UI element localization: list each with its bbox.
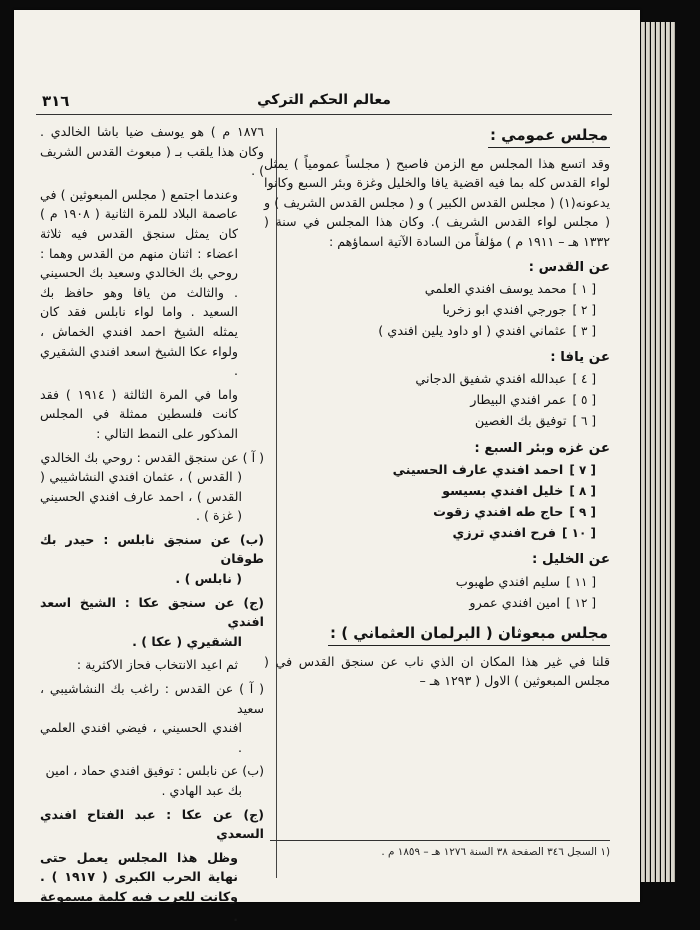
representative-entry (40, 530, 264, 589)
member-number: [ ٧ ] (569, 463, 596, 478)
representative-continuation: ( القدس ) ، عثمان افندي النشاشيبي ( القدس ) ، احمد عارف افندي الحسيني ( غزة ) . (40, 469, 242, 524)
member-name: جورجي افندي ابو زخريا (442, 302, 567, 318)
representative-entry (40, 761, 264, 800)
general-council-title: مجلس عمومي : (488, 126, 610, 148)
group-gaza (264, 439, 610, 545)
member-number: [ ٤ ] (572, 372, 596, 387)
page-header (36, 88, 612, 115)
representative-line: ( آ ) عن القدس : راغب بك النشاشيبي ، سعيد (40, 681, 264, 716)
member-number: [ ١ ] (572, 281, 596, 296)
page-edge-7 (671, 22, 675, 882)
member-number: [ ٢ ] (572, 302, 596, 317)
book-page (14, 10, 640, 924)
group-hebron (264, 550, 610, 614)
member-row (264, 593, 610, 614)
page-edge-2 (646, 22, 650, 882)
paragraph: ثم اعيد الانتخاب فحاز الاكثرية : (76, 657, 238, 673)
footnote-rule (270, 840, 610, 841)
member-row (264, 300, 610, 321)
representative-continuation: الشقيري ( عكا ) . (132, 633, 242, 649)
general-council-intro: وقد اتسع هذا المجلس مع الزمن فاصبح ( مجلساً عمومياً ) يمثل لواء القدس كله بما فيه اقضية يافا والخليل وغزة وبئر السبع وكانوا يدعونه(١) ( مجلس القدس الكبير ) و ( مجلس القدس الشريف ) و ( مجلس لواء القدس الشريف ). وكان هذا المجلس في سنة ( ١٣٣٢ هـ – ١٩١١ م ) مؤلفاً من السادة الآتية اسماؤهم : (264, 155, 610, 249)
member-number: [ ١٢ ] (566, 595, 596, 610)
member-name: حاج طه افندي زقوت (433, 505, 564, 521)
representative-line: (ب) عن نابلس : توفيق افندي حماد ، امين (45, 763, 264, 779)
member-name: محمد يوسف افندي العلمي (424, 281, 567, 297)
representative-entry (40, 448, 264, 526)
representative-continuation: افندي الحسيني ، فيضي افندي العلمي . (40, 720, 242, 755)
member-row (264, 502, 610, 523)
member-name: فرح افندي ترزي (452, 526, 556, 542)
member-name: عثماني افندي ( او داود يلين افندي ) (378, 323, 567, 339)
member-row (264, 572, 610, 593)
member-name: احمد افندي عارف الحسيني (392, 463, 564, 479)
representative-entry (40, 805, 264, 844)
member-row (264, 481, 610, 502)
member-number: [ ٩ ] (569, 505, 596, 520)
member-number: [ ٦ ] (572, 414, 596, 429)
member-name: عبدالله افندي شفيق الدجاني (415, 372, 567, 388)
running-title: معالم الحكم التركي (257, 92, 391, 108)
envoys-council-text: قلنا في غير هذا المكان ان الذي ناب عن سنجق القدس في ( مجلس المبعوثين ) الاول ( ١٢٩٣ هـ – (264, 653, 610, 689)
representative-line: (ج) عن سنجق عكا : الشيخ اسعد افندي (40, 594, 264, 630)
group-jaffa (264, 348, 610, 433)
right-column (264, 122, 610, 695)
member-number: [ ١١ ] (566, 574, 596, 589)
paragraph: ١٨٧٦ م ) هو يوسف ضيا باشا الخالدي . وكان هذا يلقب بـ ( مبعوث القدس الشريف ) . (40, 124, 264, 179)
member-row (264, 412, 610, 433)
member-row (264, 391, 610, 412)
member-number: [ ٣ ] (572, 323, 596, 338)
member-row (264, 460, 610, 481)
representative-entry (40, 593, 264, 652)
page-number: ٣١٦ (42, 92, 70, 110)
page-edge-3 (651, 22, 655, 882)
page-edge-4 (656, 22, 660, 882)
paragraph: وعندما اجتمع ( مجلس المبعوثين ) في عاصمة البلاد للمرة الثانية ( ١٩٠٨ م ) كان يمثل سنجق القدس فيه ثلاثة اعضاء : اثنان منهم من القدس وهما : روحي بك الخالدي وسعيد بك الحسيني . والثالث من يافا وهو حافظ بك السعيد . واما لواء نابلس فقد كان يمثله الشيخ احمد افندي الخماش ، ولواء عكا الشيخ اسعد افندي الشقيري . (40, 186, 238, 379)
member-name: توفيق بك الغصين (474, 414, 567, 430)
representative-continuation: بك عبد الهادي . (161, 783, 242, 798)
member-number: [ ٨ ] (569, 484, 596, 499)
representative-line: ( آ ) عن سنجق القدس : روحي بك الخالدي (40, 449, 264, 465)
member-row (264, 279, 610, 300)
footnote: (١ السجل ٣٤٦ الصفحة ٣٨ السنة ١٢٧٦ هـ – ١٨٥٩ م . (381, 846, 610, 858)
representative-continuation: ( نابلس ) . (175, 571, 242, 587)
member-number: [ ٥ ] (572, 393, 596, 408)
member-row (264, 370, 610, 391)
paragraph: واما في المرة الثالثة ( ١٩١٤ ) فقد كانت فلسطين ممثلة في المجلس المذكور على النمط التالي : (40, 386, 239, 441)
group-jerusalem (264, 258, 610, 343)
group-heading: عن يافا : (550, 350, 610, 366)
member-row (264, 523, 610, 544)
representative-line: (ب) عن سنجق نابلس : حيدر بك طوقان (40, 531, 264, 567)
page-edge-5 (661, 22, 665, 882)
group-heading: عن القدس : (528, 259, 610, 275)
member-number: [ ١٠ ] (562, 526, 596, 541)
representative-entry (40, 679, 264, 757)
page-edge-1 (641, 22, 645, 882)
member-row (264, 321, 610, 342)
member-name: سليم افندي طهبوب (455, 574, 561, 590)
page-edge-6 (666, 22, 670, 882)
envoys-council-title: مجلس مبعوثان ( البرلمان العثماني ) : (328, 624, 610, 646)
representative-line: (ج) عن عكا : عبد الفتاح افندي السعدي (40, 806, 264, 842)
member-name: عمر افندي البيطار (470, 393, 567, 409)
paragraph: وظل هذا المجلس يعمل حتى نهاية الحرب الكبرى ( ١٩١٧ ) . وكانت للعرب فيه كلمة مسموعة . (40, 849, 238, 924)
left-column (40, 122, 264, 930)
group-heading: عن الخليل : (531, 552, 610, 568)
group-heading: عن غزه وبئر السبع : (474, 440, 610, 456)
member-name: امين افندي عمرو (469, 595, 561, 611)
member-name: خليل افندي بسيسو (442, 484, 564, 500)
